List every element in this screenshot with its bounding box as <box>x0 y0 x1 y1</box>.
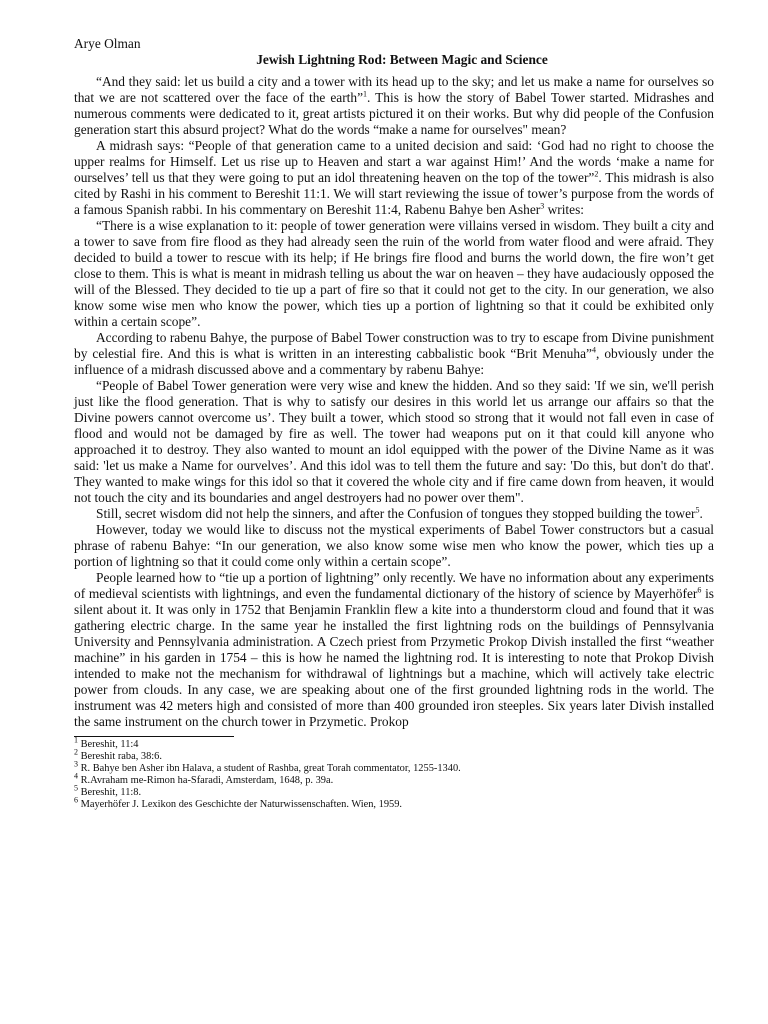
footnote-separator <box>74 736 234 737</box>
footnote-ref-1[interactable]: 1 <box>363 89 368 99</box>
paragraph-7: However, today we would like to discuss not the mystical experiments of Babel Tower constructors but a casual phrase of rabenu Bahye: “In our generation, we also know some wise men who know the power, which ties up a portion of lightning so that it could come only within a certain scope”. <box>74 522 714 569</box>
footnote-3: $^3$ R. Bahye ben Asher ibn Halava, a student of Rashba, great Torah commentator, 1255-1340. <box>74 759 461 774</box>
footnote-ref-4[interactable]: 4 <box>591 345 596 355</box>
document-title: Jewish Lightning Rod: Between Magic and Science <box>256 52 548 67</box>
paragraph-5: “People of Babel Tower generation were very wise and knew the hidden. And so they said: 'If we sin, we'll perish just like the flood generation. That is why to satisfy our desires in this world let us arrange our affairs so that the Divine powers cannot overcome us’. They built a tower, which stood so strong that it would not fall even in case of flood and would not be damaged by fire as well. The tower had weapons put on it that could kill anyone who approached it to destroy. They also wanted to mount an idol equipped with the power of the Divine Name as it was said: 'let us make a Name for ourvelves’. And this idol was to tell them the future and say: 'Do this, but don't do that'. They wanted to make wings for this idol so that it covered the whole city and if fire came down from heaven, it would not touch the city and its boundaries and angel destroyers had no power over them". <box>74 378 714 505</box>
paragraph-6: Still, secret wisdom did not help the sinners, and after the Confusion of tongues they stopped building the tower$^5$. <box>96 505 703 521</box>
footnote-2: $^2$ Bereshit raba, 38:6. <box>74 747 162 762</box>
paragraph-3: “There is a wise explanation to it: people of tower generation were villains versed in wisdom. They built a city and a tower to save from fire flood as they had already seen the ruin of the world from water flood and were afraid. They decided to build a tower to rescue with its help; if He brings fire flood and burns the world down, the fire won’t get close to them. This is what is meant in midrash telling us about the war on heaven – they have audaciously opposed the will of the Blessed. They decided to tie up a part of fire so that it could not get to the city. In our generation, we also know some wise men who know the power, which ties up a portion of lightning so that it could be exhibited only within a certain scope”. <box>74 218 714 329</box>
paragraph-2: A midrash says: “People of that generation came to a united decision and said: ‘God had no right to choose the upper realms for Himself. Let us rise up to Heaven and start a war against Him!’ And the words ‘make a name for ourselves’ tell us that they were going to put an idol threatening heaven on the top of the tower”$^2$. This midrash is also cited by Rashi in his comment to Bereshit 11:1. We will start reviewing the issue of tower’s purpose from the words of a famous Spanish rabbi. In his commentary on Bereshit 11:4, Rabenu Bahye ben Asher$^3$ writes: <box>74 138 714 217</box>
footnote-ref-6[interactable]: 6 <box>697 585 702 595</box>
paragraph-8: People learned how to “tie up a portion of lightning” only recently. We have no information about any experiments of medieval scientists with lightnings, and even the fundamental dictionary of the history of science by Mayerhöfer$^6$ is silent about it. It was only in 1752 that Benjamin Franklin flew a kite into a thunderstorm cloud and found that it was gathering electric charge. In the same year he installed the first lightning rods on the buildings of Pennsylvania University and Pennsylvania administration. A Czech priest from Przymetic Prokop Divish installed the first “weather machine” in his garden in 1754 – this is how he named the lightning rod. It is interesting to note that Prokop Divish intended to make not the mechanism for withdrawal of lightnings but a machine, which will actively take electric power from clouds. In any case, we are speaking about one of the first grounded lightning rods in the world. The instrument was 42 meters high and consisted of more than 400 grounded iron steeples. Six years later Divish installed the same instrument on the church tower in Przymetic. Prokop <box>74 570 715 729</box>
footnote-4: $^4$ R.Avraham me-Rimon ha-Sfaradi, Amsterdam, 1648, p. 39a. <box>74 771 334 786</box>
paragraph-1: “And they said: let us build a city and a tower with its head up to the sky; and let us make a name for ourselves so that we are not scattered over the face of the earth”$^1$. This is how the story of Babel Tower started. Midrashes and numerous comments were dedicated to it, great artists pictured it on their works. But why did people of the Confusion generation start this absurd project? What do the words “make a name for ourselves" mean? <box>74 74 714 137</box>
footnote-ref-3[interactable]: 3 <box>540 201 545 211</box>
footnotes <box>74 735 714 811</box>
footnote-6: $^6$ Mayerhöfer J. Lexikon des Geschichte der Naturwissenschaften. Wien, 1959. <box>74 795 402 810</box>
author-name: Arye Olman <box>74 36 141 51</box>
footnote-1: $^1$ Bereshit, 11:4 <box>74 735 139 750</box>
body-text <box>74 74 714 730</box>
paragraph-4: According to rabenu Bahye, the purpose of Babel Tower construction was to try to escape from Divine punishment by celestial fire. And this is what is written in an interesting cabbalistic book “Brit Menuha”$^4$, obviously under the influence of a midrash discussed above and a commentary by rabenu Bahye: <box>74 330 715 377</box>
footnote-5: $^5$ Bereshit, 11:8. <box>74 783 142 798</box>
footnote-ref-2[interactable]: 2 <box>594 169 599 179</box>
footnote-ref-5[interactable]: 5 <box>695 505 700 515</box>
